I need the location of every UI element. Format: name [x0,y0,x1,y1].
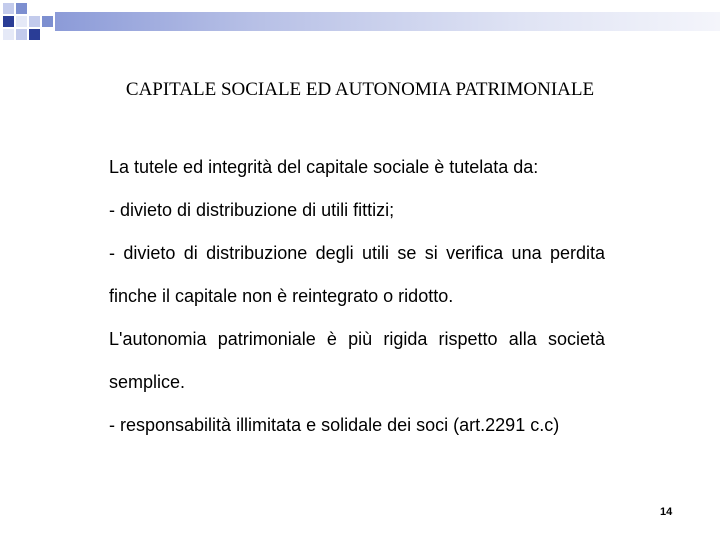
decor-square [3,16,14,27]
decor-square [42,16,53,27]
decor-square [3,3,14,14]
decor-square [16,16,27,27]
slide-title: CAPITALE SOCIALE ED AUTONOMIA PATRIMONIALE [125,79,595,100]
bullet-perdita: - divieto di distribuzione degli utili se si verifica una perdita finche il capitale non è reintegrato o ridotto. [109,243,605,306]
paragraph-intro: La tutele ed integrità del capitale sociale è tutelata da: [109,157,539,177]
bullet-responsabilita: - responsabilità illimitata e solidale dei soci (art.2291 c.c) [109,415,560,435]
bullet-utili-fittizi: - divieto di distribuzione di utili fittizi; [109,200,395,220]
header-gradient-bar [55,12,720,31]
decor-square [3,29,14,40]
decor-square [16,3,27,14]
slide-body [109,146,605,447]
decor-square [29,29,40,40]
decor-square [16,29,27,40]
page-number: 14 [660,506,673,518]
decor-square [29,16,40,27]
paragraph-autonomia: L'autonomia patrimoniale è più rigida rispetto alla società semplice. [109,329,605,392]
